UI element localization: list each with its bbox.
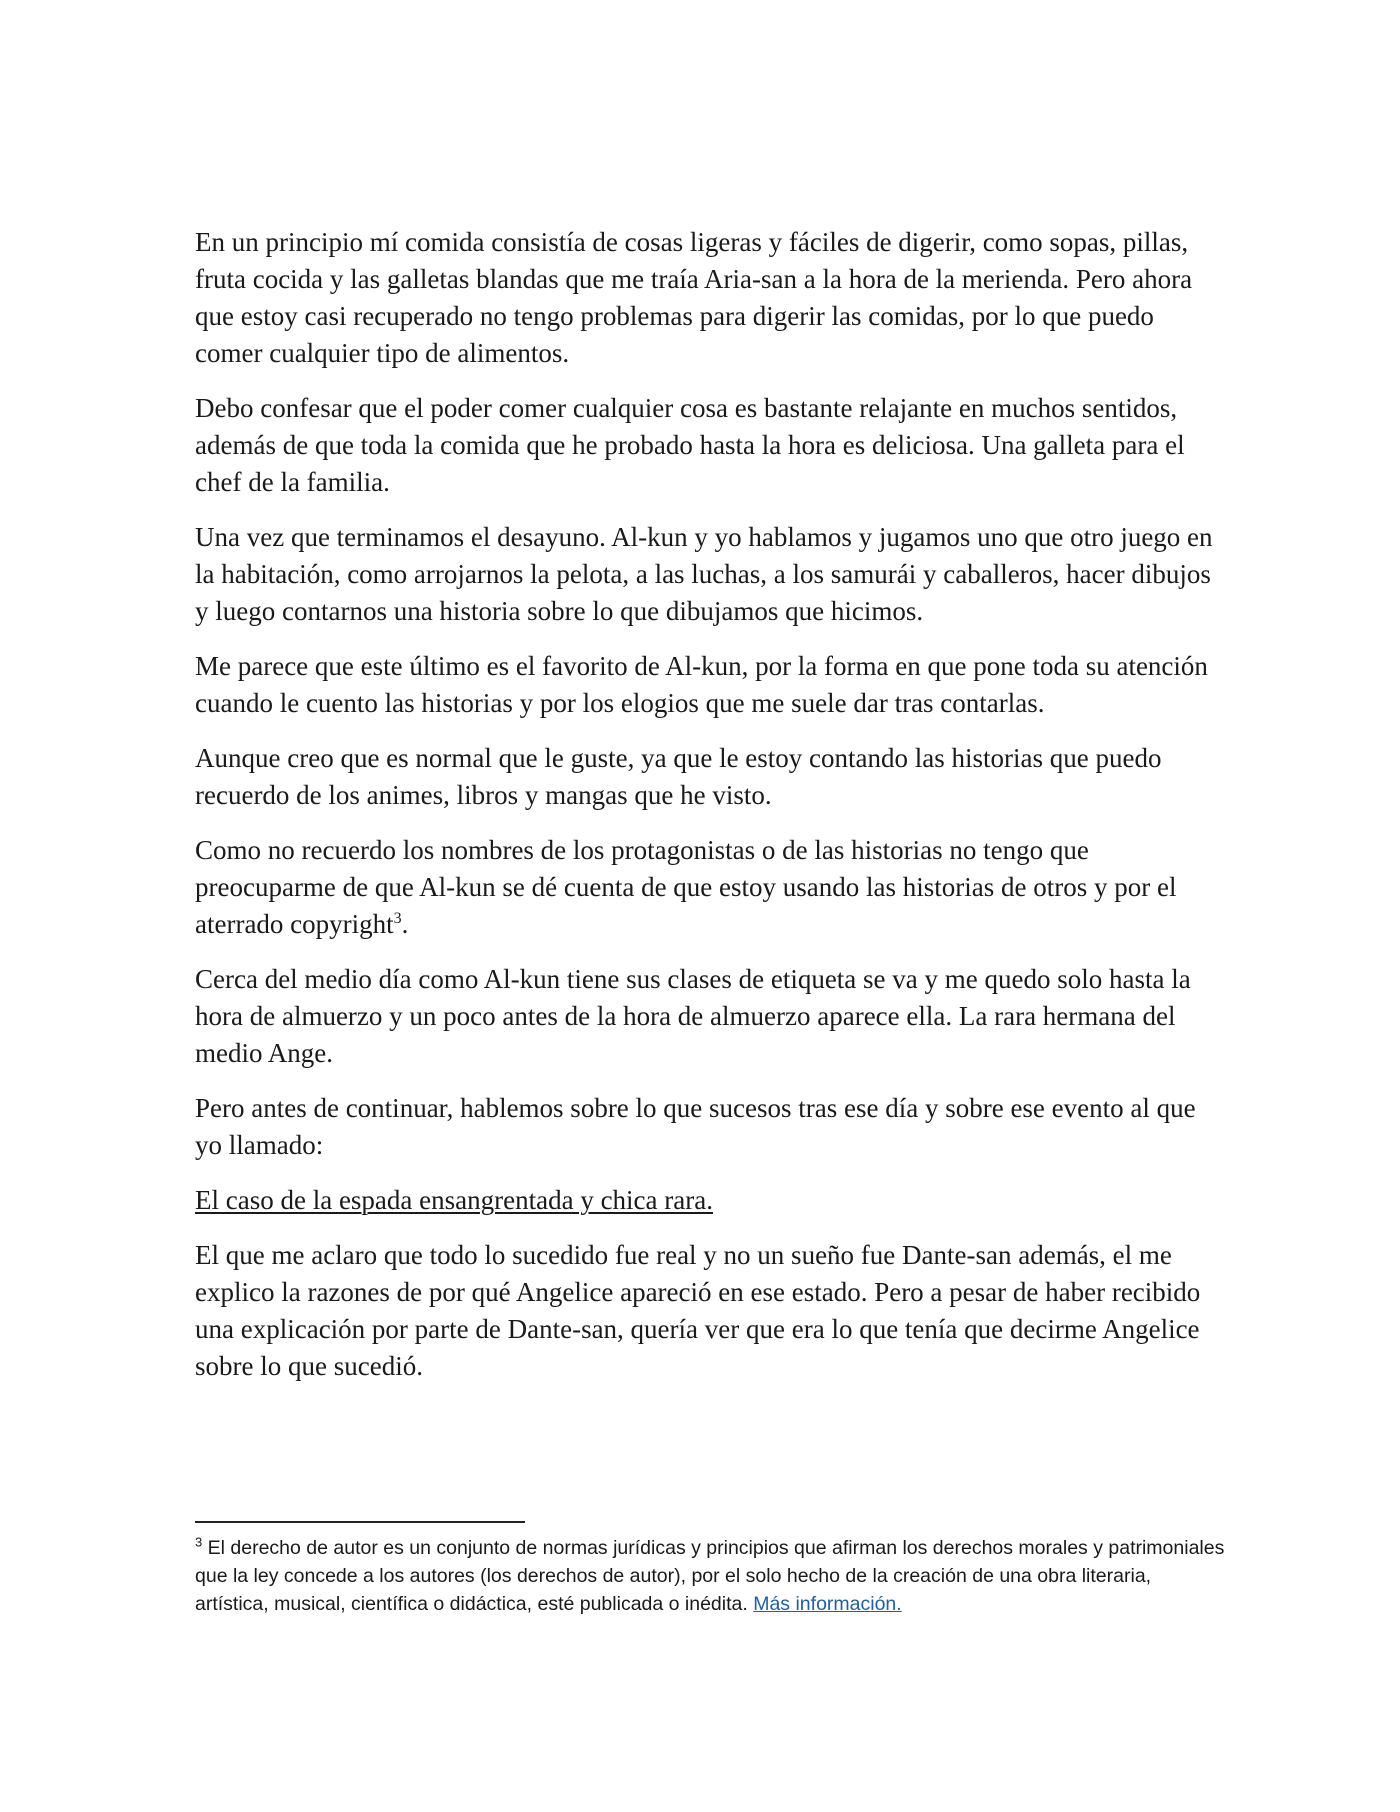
final-paragraph: El que me aclaro que todo lo sucedido fue real y no un sueño fue Dante-san además, el me explico la razones de por qué Angelice apareció en ese estado. Pero a pesar de haber recibido una explicación por parte de Dante-san, quería ver que era lo que tenía que decirme Angelice sobre lo que sucedió. xyxy=(195,1240,1201,1381)
section-heading-text: El caso de la espada ensangrentada y chica rara. xyxy=(195,1185,713,1215)
footnote-reference[interactable]: 3 xyxy=(393,910,402,927)
footnote-text: El derecho de autor es un conjunto de normas jurídicas y principios que afirman los derechos morales y patrimoniales que la ley concede a los autores (los derechos de autor), por el solo hecho de la creación de una obra literaria, artística, musical, científica o didáctica, esté publicada o inédita. xyxy=(195,1537,1225,1615)
more-info-link[interactable]: Más información. xyxy=(753,1593,902,1615)
paragraph-1: En un principio mí comida consistía de cosas ligeras y fáciles de digerir, como sopas, pillas, fruta cocida y las galletas blandas que me traía Aria-san a la hora de la merienda. Pero ahora que estoy casi recuperado no tengo problemas para digerir las comidas, por lo que puedo comer cualquier tipo de alimentos. xyxy=(195,227,1193,368)
paragraph-copyright-end: . xyxy=(401,909,409,939)
paragraph-2: Debo confesar que el poder comer cualquier cosa es bastante relajante en muchos sentidos, además de que toda la comida que he probado hasta la hora es deliciosa. Una galleta para el chef de la familia. xyxy=(195,393,1185,497)
paragraph-5: Aunque creo que es normal que le guste, ya que le estoy contando las historias que puedo recuerdo de los animes, libros y mangas que he visto. xyxy=(195,743,1162,810)
footnote-marker: 3 xyxy=(195,1534,203,1550)
section-heading xyxy=(195,1182,1215,1219)
paragraph-4: Me parece que este último es el favorito de Al-kun, por la forma en que pone toda su atención cuando le cuento las historias y por los elogios que me suele dar tras contarlas. xyxy=(195,651,1208,718)
paragraph-7: Cerca del medio día como Al-kun tiene sus clases de etiqueta se va y me quedo solo hasta la hora de almuerzo y un poco antes de la hora de almuerzo aparece ella. La rara hermana del medio Ange. xyxy=(195,964,1191,1068)
paragraph-3: Una vez que terminamos el desayuno. Al-kun y yo hablamos y jugamos uno que otro juego en la habitación, como arrojarnos la pelota, a las luchas, a los samurái y caballeros, hacer dibujos y luego contarnos una historia sobre lo que dibujamos que hicimos. xyxy=(195,522,1213,626)
footnote xyxy=(195,1534,1225,1618)
paragraph-copyright xyxy=(195,832,1215,943)
body-text xyxy=(195,224,1215,1403)
footnote-separator xyxy=(195,1521,525,1523)
paragraph-8: Pero antes de continuar, hablemos sobre lo que sucesos tras ese día y sobre ese evento al que yo llamado: xyxy=(195,1093,1196,1160)
paragraph-copyright-text: Como no recuerdo los nombres de los protagonistas o de las historias no tengo que preocuparme de que Al-kun se dé cuenta de que estoy usando las historias de otros y por el aterrado copyright xyxy=(195,835,1177,939)
